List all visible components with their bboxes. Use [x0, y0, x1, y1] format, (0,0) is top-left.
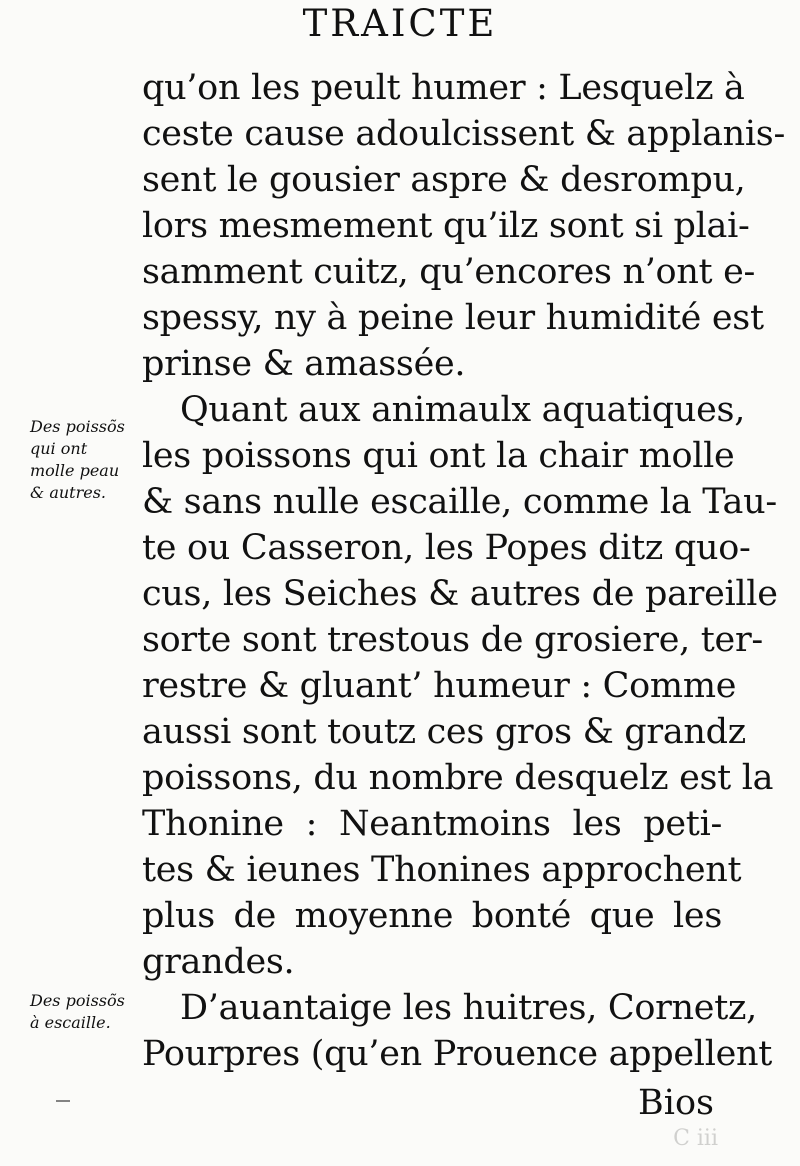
marginal-note-line: Des poissõs: [30, 991, 125, 1010]
text-line-17: Thonine : Neantmoins les peti-: [142, 804, 722, 844]
text-line-22: Pourpres (qu’en Prouence appellent: [142, 1034, 773, 1074]
text-line-10: & sans nulle escaille, comme la Tau-: [142, 482, 777, 522]
text-line-2: ceste cause adoulcissent & applanis-: [142, 114, 785, 154]
text-line-13: sorte sont trestous de grosiere, ter-: [142, 620, 763, 660]
text-line-5: samment cuitz, qu’encores n’ont e-: [142, 252, 756, 292]
running-head: TRAICTE: [302, 2, 498, 45]
catchword: Bios: [638, 1083, 714, 1123]
text-line-8: Quant aux animaulx aquatiques,: [180, 390, 746, 430]
text-line-7: prinse & amassée.: [142, 344, 466, 384]
text-line-18: tes & ieunes Thonines approchent: [142, 850, 742, 890]
marginal-note-line: Des poissõs: [30, 417, 125, 436]
text-line-20: grandes.: [142, 942, 295, 982]
text-line-3: sent le gousier aspre & desrompu,: [142, 160, 746, 200]
text-line-12: cus, les Seiches & autres de pareille: [142, 574, 778, 614]
text-line-9: les poissons qui ont la chair molle: [142, 436, 735, 476]
text-line-19: plus de moyenne bonté que les: [142, 896, 722, 936]
text-line-6: spessy, ny à peine leur humidité est: [142, 298, 764, 338]
marginal-note-line: molle peau: [30, 461, 120, 480]
text-line-21: D’auantaige les huitres, Cornetz,: [180, 988, 757, 1028]
marginal-note: [30, 990, 125, 1034]
marginal-note-line: à escaille.: [30, 1013, 111, 1032]
margin-dash: [56, 1100, 70, 1102]
marginal-note-line: & autres.: [30, 483, 107, 502]
text-line-11: te ou Casseron, les Popes ditz quo-: [142, 528, 751, 568]
text-line-1: qu’on les peult humer : Lesquelz à: [142, 68, 745, 108]
text-line-16: poissons, du nombre desquelz est la: [142, 758, 774, 798]
marginal-note-line: qui ont: [30, 439, 88, 458]
text-line-15: aussi sont toutz ces gros & grandz: [142, 712, 746, 752]
text-line-14: restre & gluant’ humeur : Comme: [142, 666, 737, 706]
signature-mark: C iii: [673, 1126, 718, 1151]
marginal-note: [30, 416, 125, 504]
text-line-4: lors mesmement qu’ilz sont si plai-: [142, 206, 750, 246]
